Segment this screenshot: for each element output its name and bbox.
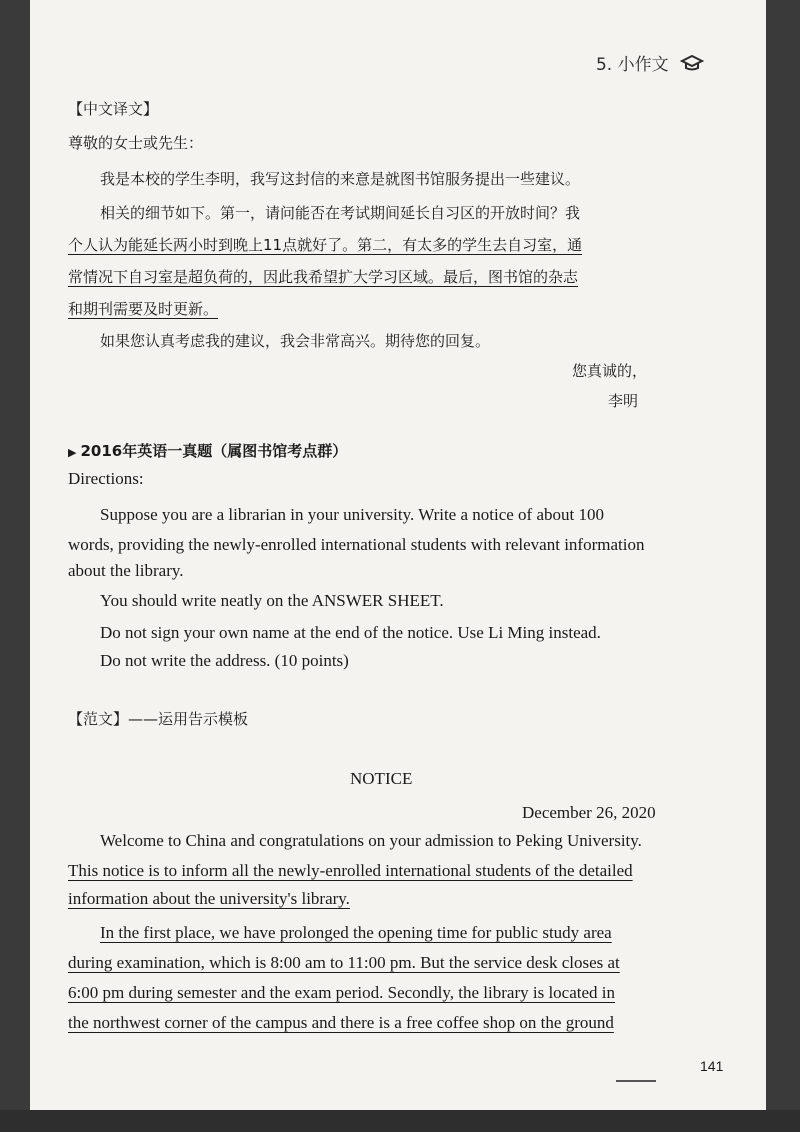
essay-line-5: during examination, which is 8:00 am to 11:00 pm. But the service desk closes at — [68, 953, 620, 972]
page-rule — [616, 1080, 656, 1082]
closing: 您真诚的， — [572, 362, 648, 380]
translation-paragraph-1: 我是本校的学生李明，我写这封信的来意是就图书馆服务提出一些建议。 — [100, 170, 581, 188]
exam-title: ▶ 2016年英语一真题（属图书馆考点群） — [68, 442, 348, 460]
translation-paragraph-2-line-1: 相关的细节如下。第一，请问能否在考试期间延长自习区的开放时间？我 — [100, 204, 581, 222]
translation-paragraph-2-line-4: 和期刊需要及时更新。 — [68, 300, 219, 318]
translation-paragraph-3: 如果您认真考虑我的建议，我会非常高兴。期待您的回复。 — [100, 332, 491, 350]
triangle-bullet-icon: ▶ — [68, 446, 77, 459]
translation-paragraph-2-line-2: 个人认为能延长两小时到晚上11点就好了。第二，有太多的学生去自习室，通 — [68, 236, 583, 254]
directions-line-5: Do not sign your own name at the end of the notice. Use Li Ming instead. — [100, 623, 601, 642]
scan-shadow-bottom — [0, 1110, 800, 1132]
section-header — [596, 50, 704, 77]
translation-heading: 【中文译文】 — [68, 100, 159, 118]
notice-date: December 26, 2020 — [522, 803, 656, 822]
notice-title: NOTICE — [350, 769, 413, 788]
essay-line-6: 6:00 pm during semester and the exam period. Secondly, the library is located in — [68, 983, 616, 1002]
signature: 李明 — [608, 392, 639, 410]
graduation-cap-icon — [680, 54, 704, 77]
section-title: 5. 小作文 — [595, 55, 669, 75]
directions-line-2: words, providing the newly-enrolled international students with relevant information — [68, 535, 645, 554]
sample-label: 【范文】——运用告示模板 — [68, 710, 249, 728]
translation-paragraph-2-line-3: 常情况下自习室是超负荷的，因此我希望扩大学习区域。最后，图书馆的杂志 — [68, 268, 579, 286]
directions-line-6: Do not write the address. (10 points) — [100, 651, 349, 670]
essay-line-3: information about the university's library. — [68, 889, 350, 908]
essay-line-4: In the first place, we have prolonged the opening time for public study area — [100, 923, 612, 942]
salutation: 尊敬的女士或先生： — [68, 134, 204, 152]
directions-line-1: Suppose you are a librarian in your university. Write a notice of about 100 — [100, 505, 604, 524]
directions-label: Directions: — [68, 469, 144, 488]
essay-line-7: the northwest corner of the campus and there is a free coffee shop on the ground — [68, 1013, 614, 1032]
page-number: 141 — [700, 1058, 724, 1074]
scan-shadow-right — [766, 0, 800, 1132]
directions-line-4: You should write neatly on the ANSWER SHEET. — [100, 591, 444, 610]
essay-line-1: Welcome to China and congratulations on your admission to Peking University. — [100, 831, 642, 850]
essay-line-2: This notice is to inform all the newly-enrolled international students of the detailed — [68, 861, 633, 880]
directions-line-3: about the library. — [68, 561, 184, 580]
document-page — [30, 0, 766, 1118]
